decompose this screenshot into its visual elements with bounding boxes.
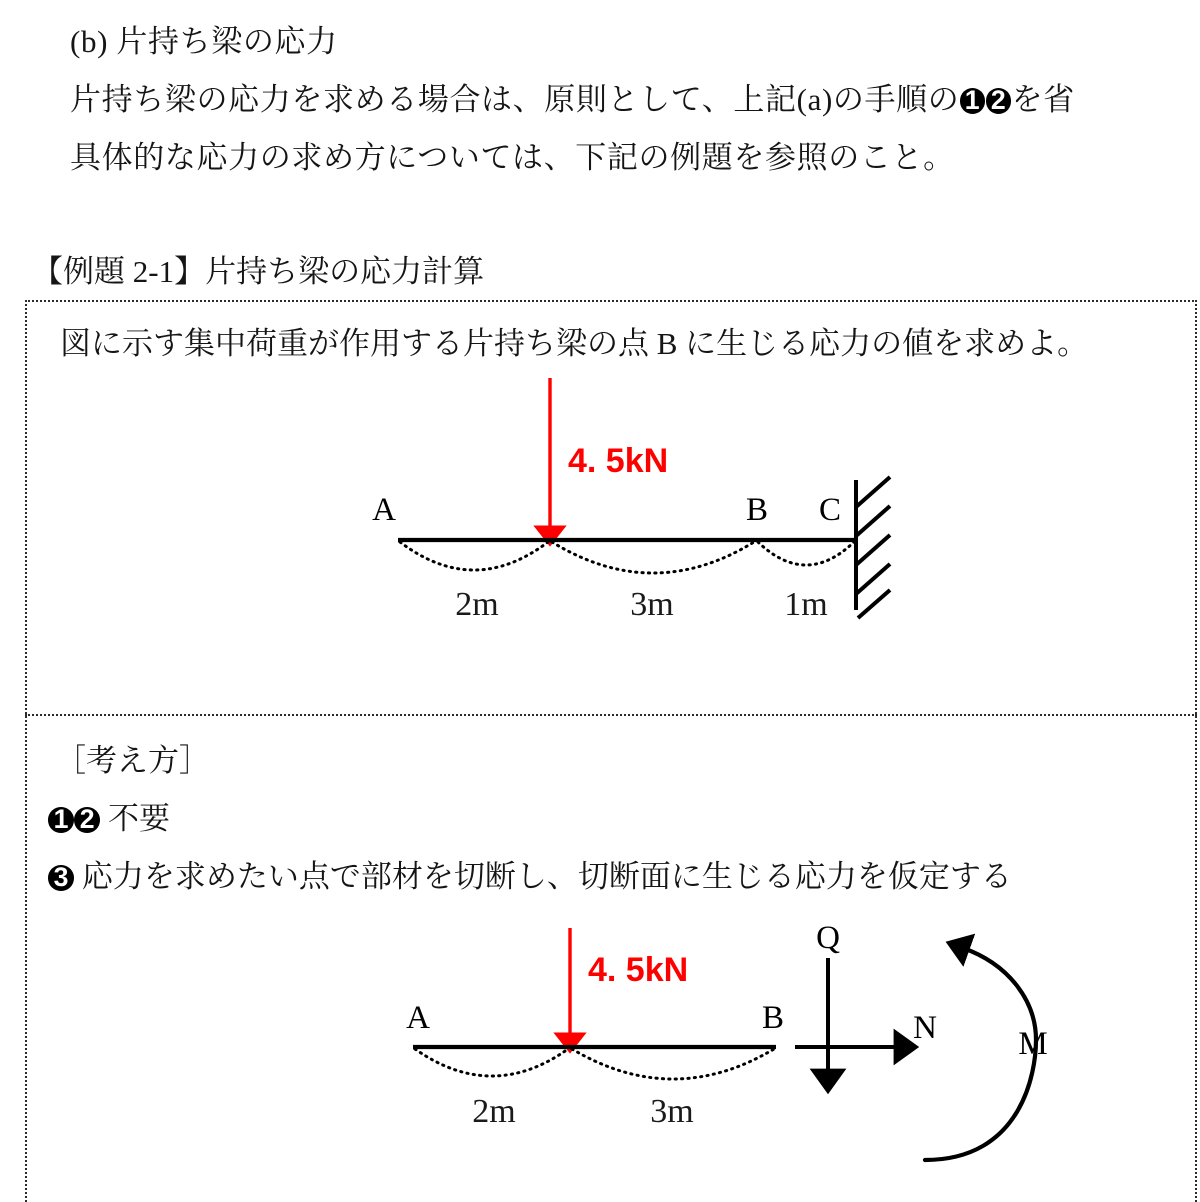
dimension-label-load-b: 3m: [630, 586, 674, 623]
intro-line1-post: を省: [1011, 82, 1075, 117]
intro-line1-pre: 片持ち梁の応力を求める場合は、原則として、上記(a)の手順の: [70, 82, 960, 117]
dimension-arc-a-load-2: [415, 1049, 568, 1076]
node-label-b-2: B: [761, 1000, 785, 1036]
dimension-label-load-b-2: 3m: [650, 1093, 694, 1130]
bullet-three-icon: 3: [48, 865, 74, 891]
bending-moment-label: M: [1018, 1026, 1048, 1062]
shear-force-label: Q: [816, 920, 840, 956]
dimension-arc-load-b: [552, 542, 754, 573]
approach-step-12: [48, 793, 170, 838]
dimension-arc-load-b-2: [572, 1049, 774, 1079]
dimension-arc-a-load: [400, 542, 548, 570]
figure-2-canvas: [0, 920, 1200, 1200]
node-label-c: C: [818, 492, 842, 528]
intro-paragraph-line-2: 具体的な応力の求め方については、下記の例題を参照のこと。: [70, 140, 955, 175]
node-label-b: B: [745, 492, 769, 528]
point-load-label: 4. 5kN: [568, 442, 669, 480]
approach-step-3-text: 応力を求めたい点で部材を切断し、切断面に生じる応力を仮定する: [81, 859, 1012, 894]
approach-step-12-text: 不要: [107, 801, 170, 836]
section-heading-b: (b) 片持ち梁の応力: [70, 24, 338, 59]
fixed-support-wall: [856, 477, 890, 618]
bullet-one-icon-step: 1: [48, 807, 74, 833]
dimension-label-a-load: 2m: [455, 586, 499, 623]
dimension-label-b-c: 1m: [784, 586, 828, 623]
figure-1-canvas: [0, 360, 1200, 650]
figure-free-body-diagram: [0, 920, 1200, 1200]
axial-force-label: N: [913, 1010, 937, 1046]
problem-statement: 図に示す集中荷重が作用する片持ち梁の点 B に生じる応力の値を求めよ。: [60, 326, 1089, 361]
bullet-one-icon: 1: [960, 88, 986, 114]
approach-step-3: [48, 851, 1012, 896]
approach-heading: ［考え方］: [55, 743, 210, 778]
example-section-divider: [25, 714, 1197, 716]
bullet-two-icon: 2: [986, 88, 1012, 114]
dimension-arc-b-c: [758, 542, 854, 565]
dimension-label-a-load-2: 2m: [472, 1093, 516, 1130]
intro-paragraph-line-1: [70, 74, 1075, 119]
node-label-a-2: A: [406, 1000, 430, 1036]
figure-cantilever-beam: [0, 360, 1200, 650]
example-title: 【例題 2-1】片持ち梁の応力計算: [32, 254, 485, 289]
bullet-two-icon-step: 2: [74, 807, 100, 833]
node-label-a: A: [372, 492, 396, 528]
point-load-label-2: 4. 5kN: [588, 951, 689, 989]
